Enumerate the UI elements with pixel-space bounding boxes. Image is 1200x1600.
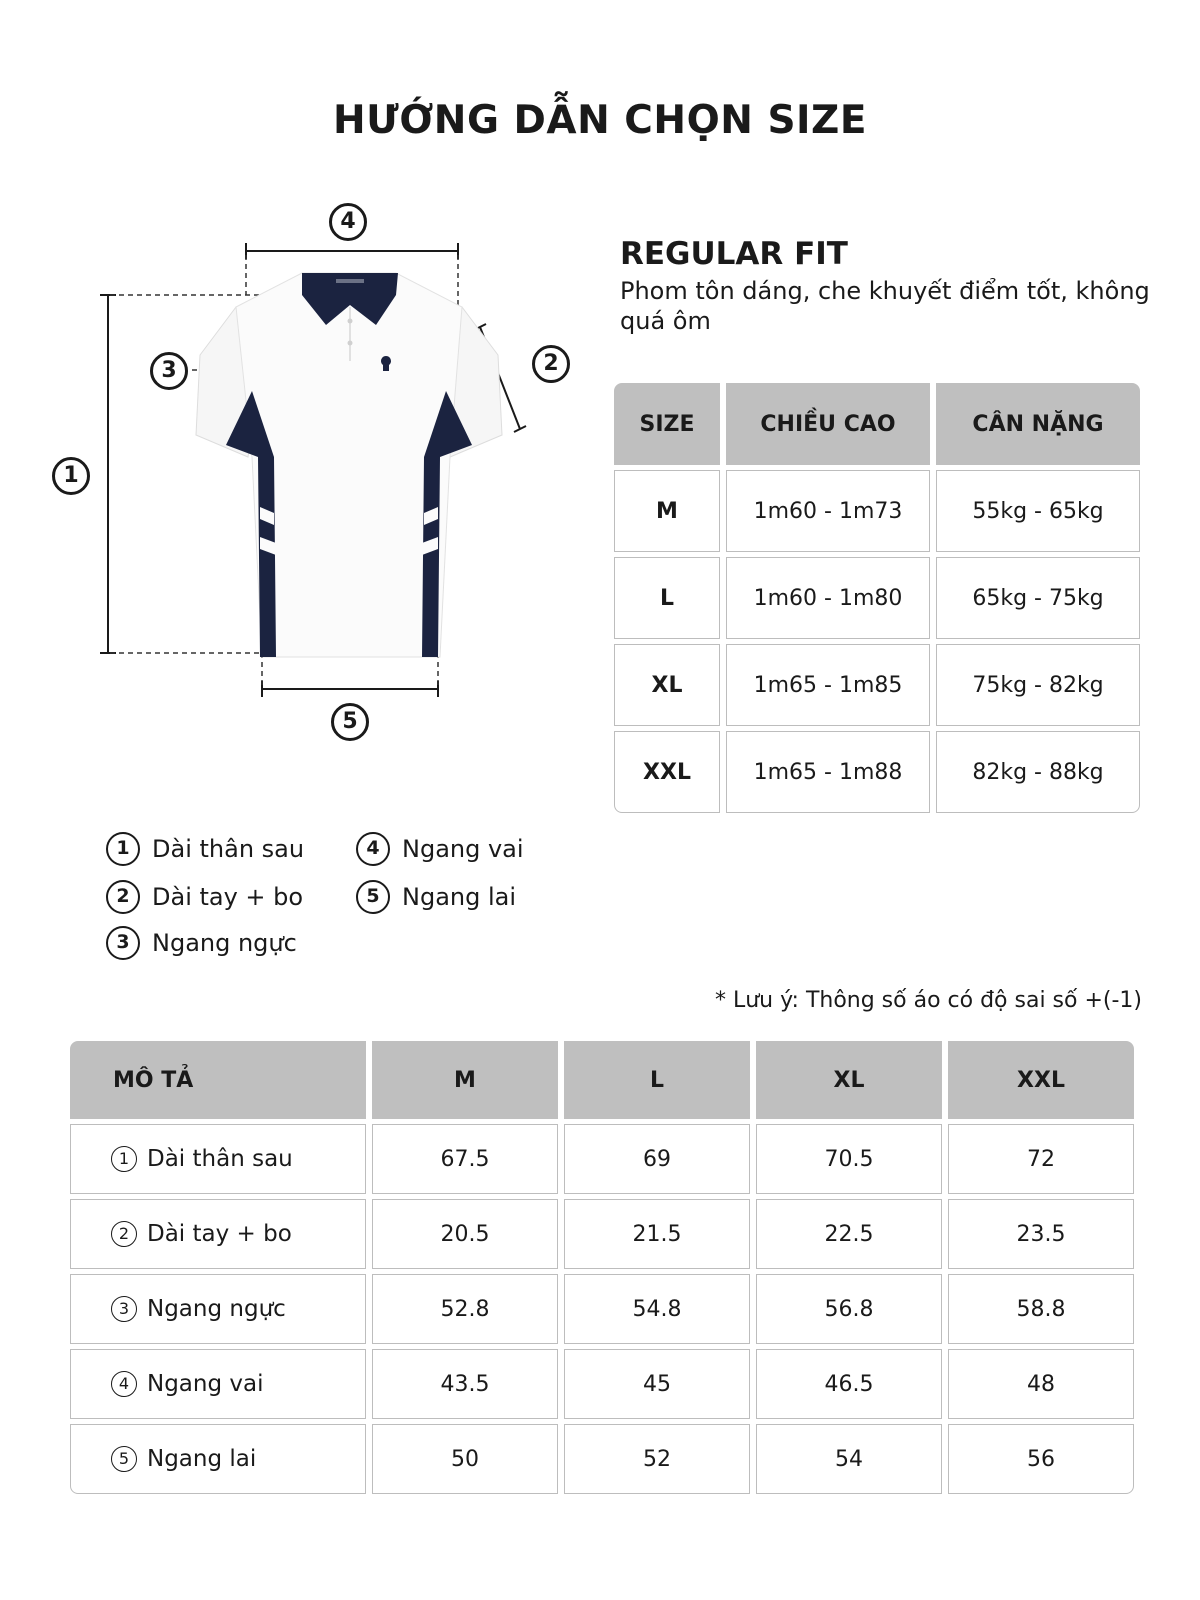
height-cell: 1m65 - 1m88 bbox=[726, 731, 930, 813]
polo-shirt-illustration bbox=[40, 195, 560, 755]
legend-item-sleeve-length: 2 Dài tay + bo bbox=[106, 880, 303, 914]
table-row bbox=[70, 1424, 1134, 1494]
value-cell: 56 bbox=[948, 1424, 1134, 1494]
size-cell: XXL bbox=[614, 731, 720, 813]
header-height: CHIỀU CAO bbox=[726, 383, 930, 465]
value-cell: 56.8 bbox=[756, 1274, 942, 1344]
fit-description: Phom tôn dáng, che khuyết điểm tốt, không quá ôm bbox=[620, 277, 1150, 335]
table-header-row bbox=[70, 1041, 1134, 1119]
weight-cell: 55kg - 65kg bbox=[936, 470, 1140, 552]
table-row bbox=[70, 1199, 1134, 1269]
header-description: MÔ TẢ bbox=[70, 1041, 366, 1119]
legend-item-chest-width: 3 Ngang ngực bbox=[106, 926, 297, 960]
value-cell: 48 bbox=[948, 1349, 1134, 1419]
value-cell: 54 bbox=[756, 1424, 942, 1494]
table-row bbox=[614, 644, 1140, 726]
value-cell: 21.5 bbox=[564, 1199, 750, 1269]
legend-item-hem-width: 5 Ngang lai bbox=[356, 880, 516, 914]
value-cell: 52 bbox=[564, 1424, 750, 1494]
marker-4: 4 bbox=[329, 203, 367, 241]
measurement-table bbox=[64, 1036, 1140, 1499]
size-recommendation-table bbox=[608, 378, 1146, 818]
measure-label: 3 Ngang ngực bbox=[70, 1274, 366, 1344]
measure-label: 2 Dài tay + bo bbox=[70, 1199, 366, 1269]
measure-label: 1 Dài thân sau bbox=[70, 1124, 366, 1194]
marker-2: 2 bbox=[532, 345, 570, 383]
value-cell: 72 bbox=[948, 1124, 1134, 1194]
table-header-row bbox=[614, 383, 1140, 465]
value-cell: 45 bbox=[564, 1349, 750, 1419]
size-cell: XL bbox=[614, 644, 720, 726]
tolerance-note: * Lưu ý: Thông số áo có độ sai số +(-1) bbox=[714, 988, 1142, 1013]
measure-label: 4 Ngang vai bbox=[70, 1349, 366, 1419]
value-cell: 70.5 bbox=[756, 1124, 942, 1194]
height-cell: 1m60 - 1m73 bbox=[726, 470, 930, 552]
value-cell: 69 bbox=[564, 1124, 750, 1194]
header-size-l: L bbox=[564, 1041, 750, 1119]
marker-5: 5 bbox=[331, 703, 369, 741]
header-size-xl: XL bbox=[756, 1041, 942, 1119]
marker-1: 1 bbox=[52, 457, 90, 495]
value-cell: 58.8 bbox=[948, 1274, 1134, 1344]
weight-cell: 82kg - 88kg bbox=[936, 731, 1140, 813]
table-row bbox=[70, 1124, 1134, 1194]
table-row bbox=[614, 557, 1140, 639]
table-row bbox=[614, 470, 1140, 552]
header-size: SIZE bbox=[614, 383, 720, 465]
height-cell: 1m60 - 1m80 bbox=[726, 557, 930, 639]
legend-item-shoulder-width: 4 Ngang vai bbox=[356, 832, 524, 866]
marker-3: 3 bbox=[150, 352, 188, 390]
header-weight: CÂN NẶNG bbox=[936, 383, 1140, 465]
value-cell: 43.5 bbox=[372, 1349, 558, 1419]
value-cell: 20.5 bbox=[372, 1199, 558, 1269]
value-cell: 50 bbox=[372, 1424, 558, 1494]
table-row bbox=[70, 1349, 1134, 1419]
size-cell: L bbox=[614, 557, 720, 639]
header-size-xxl: XXL bbox=[948, 1041, 1134, 1119]
value-cell: 54.8 bbox=[564, 1274, 750, 1344]
value-cell: 22.5 bbox=[756, 1199, 942, 1269]
legend-item-back-length: 1 Dài thân sau bbox=[106, 832, 304, 866]
header-size-m: M bbox=[372, 1041, 558, 1119]
shirt-diagram bbox=[40, 195, 560, 759]
table-row bbox=[70, 1274, 1134, 1344]
page-title: HƯỚNG DẪN CHỌN SIZE bbox=[333, 98, 867, 143]
table-row bbox=[614, 731, 1140, 813]
weight-cell: 65kg - 75kg bbox=[936, 557, 1140, 639]
value-cell: 46.5 bbox=[756, 1349, 942, 1419]
height-cell: 1m65 - 1m85 bbox=[726, 644, 930, 726]
value-cell: 67.5 bbox=[372, 1124, 558, 1194]
measure-label: 5 Ngang lai bbox=[70, 1424, 366, 1494]
size-cell: M bbox=[614, 470, 720, 552]
fit-title: REGULAR FIT bbox=[620, 236, 848, 272]
weight-cell: 75kg - 82kg bbox=[936, 644, 1140, 726]
value-cell: 52.8 bbox=[372, 1274, 558, 1344]
value-cell: 23.5 bbox=[948, 1199, 1134, 1269]
